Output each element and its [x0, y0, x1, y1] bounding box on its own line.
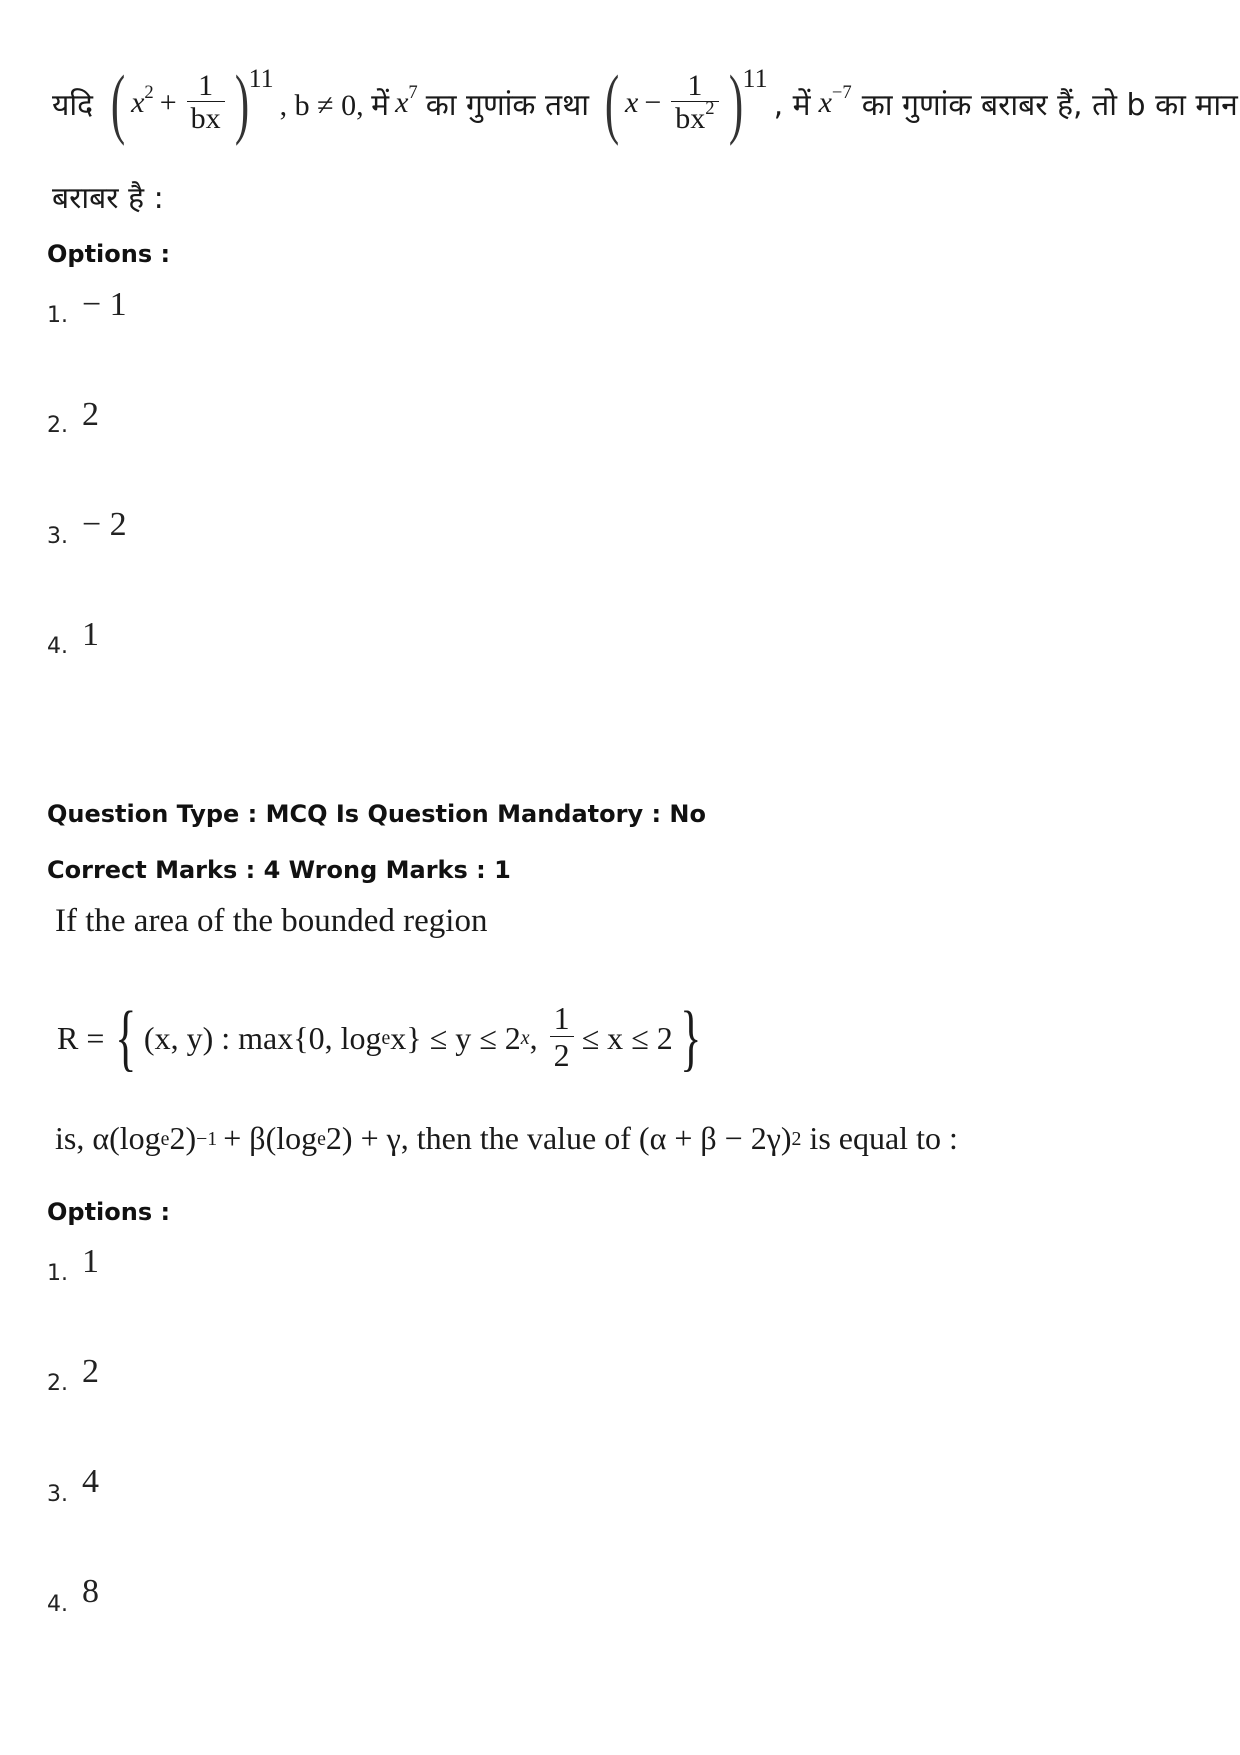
- option-number: 1.: [47, 303, 68, 328]
- q2-l3-e: is equal to :: [809, 1120, 958, 1156]
- option-value: − 2: [82, 506, 127, 543]
- q1-expression-2: [599, 59, 768, 146]
- option-number: 2.: [47, 413, 68, 438]
- q1-expr2-fraction: [671, 70, 718, 137]
- fraction-denominator: 2: [550, 1036, 574, 1074]
- fraction-numerator: 1: [553, 1000, 570, 1037]
- q1-term2-exp: −7: [831, 82, 852, 104]
- q1-term2: [818, 82, 852, 120]
- q2-set-end: ≤ x ≤ 2: [581, 1019, 673, 1056]
- q2-region-definition: R = { (x, y) : max{0, log e x} ≤ y ≤ 2 x , $\frac{1}{2}$ ≤ x ≤ 2 }: [57, 997, 702, 1079]
- q2-statement-line1: If the area of the bounded region: [55, 903, 488, 939]
- q2-set-start: (x, y) : max{0, log: [143, 1019, 382, 1056]
- q2-set-mid: x} ≤ y ≤ 2: [390, 1019, 521, 1056]
- right-paren: ): [728, 59, 743, 146]
- question-type-line: Question Type : MCQ Is Question Mandatory : No: [47, 800, 706, 828]
- q1-expr2-x: x: [625, 86, 639, 119]
- option-number: 3.: [47, 524, 68, 549]
- q2-l3-d: 2) + γ, then the value of (α + β − 2γ): [325, 1120, 792, 1156]
- option-number: 1.: [47, 1261, 68, 1286]
- option-number: 4.: [47, 1592, 68, 1617]
- q1-statement-line2: बराबर है :: [52, 181, 164, 216]
- option-number: 4.: [47, 634, 68, 659]
- fraction-numerator: 1: [687, 68, 703, 102]
- q1-end-text: का गुणांक बराबर हैं, तो b का मान: [861, 87, 1238, 123]
- q2-statement-line3: is, α(log e 2) −1 + β(log e 2) + γ, then the value of (α + β − 2γ) 2 is equal to :: [55, 1120, 958, 1156]
- q1-expr1-plus: +: [159, 86, 177, 119]
- q2-r-equals: R =: [57, 1019, 105, 1056]
- q1-expr2-den-exp: 2: [705, 98, 715, 120]
- fraction-denominator: [671, 98, 718, 137]
- q1-condition: , b ≠ 0, में: [279, 88, 390, 122]
- marks-line: Correct Marks : 4 Wrong Marks : 1: [47, 856, 511, 884]
- q1-prefix: यदि: [52, 87, 94, 123]
- q2-options-label: Options :: [47, 1198, 171, 1226]
- option-value: 4: [82, 1463, 99, 1500]
- right-brace: }: [679, 997, 702, 1079]
- q1-expr2-power: 11: [742, 64, 768, 93]
- option-value: 8: [82, 1573, 99, 1610]
- q2-l3-b: 2): [169, 1120, 197, 1156]
- q1-term1: [395, 82, 418, 120]
- q2-l3-c: + β(log: [223, 1120, 318, 1156]
- q1-expression-1: [105, 59, 274, 146]
- fraction-denominator: bx: [187, 101, 225, 137]
- option-value: 1: [82, 616, 99, 653]
- left-brace: {: [115, 997, 137, 1079]
- q1-expr1-fraction: [187, 70, 225, 137]
- q1-expr1-x: x: [131, 86, 145, 119]
- q1-term1-x: x: [395, 86, 409, 119]
- option-number: 2.: [47, 1371, 68, 1396]
- q1-expr1-power: 11: [248, 64, 274, 93]
- q2-half-fraction: [550, 1002, 574, 1073]
- left-paren: (: [604, 59, 620, 146]
- q1-expr2-den-base: bx: [675, 102, 706, 135]
- q1-expr2-minus: −: [644, 86, 662, 119]
- q1-mid-text: का गुणांक तथा: [425, 87, 590, 123]
- option-number: 3.: [47, 1482, 68, 1507]
- q1-statement-line1: [52, 48, 1238, 158]
- fraction-numerator: 1: [198, 68, 214, 102]
- option-value: 2: [82, 1353, 99, 1390]
- q2-l3-a: is, α(log: [55, 1120, 161, 1156]
- option-value: − 1: [82, 286, 127, 323]
- q1-term2-x: x: [818, 86, 832, 119]
- right-paren: ): [234, 59, 249, 146]
- option-value: 1: [82, 1243, 99, 1280]
- q1-options-label: Options :: [47, 240, 171, 268]
- q2-set-comma: ,: [529, 1019, 538, 1056]
- option-value: 2: [82, 396, 99, 433]
- q1-expr1-x-exp: 2: [144, 82, 154, 104]
- q1-comma-me: , में: [773, 87, 811, 123]
- q1-term1-exp: 7: [408, 82, 418, 104]
- left-paren: (: [110, 59, 126, 146]
